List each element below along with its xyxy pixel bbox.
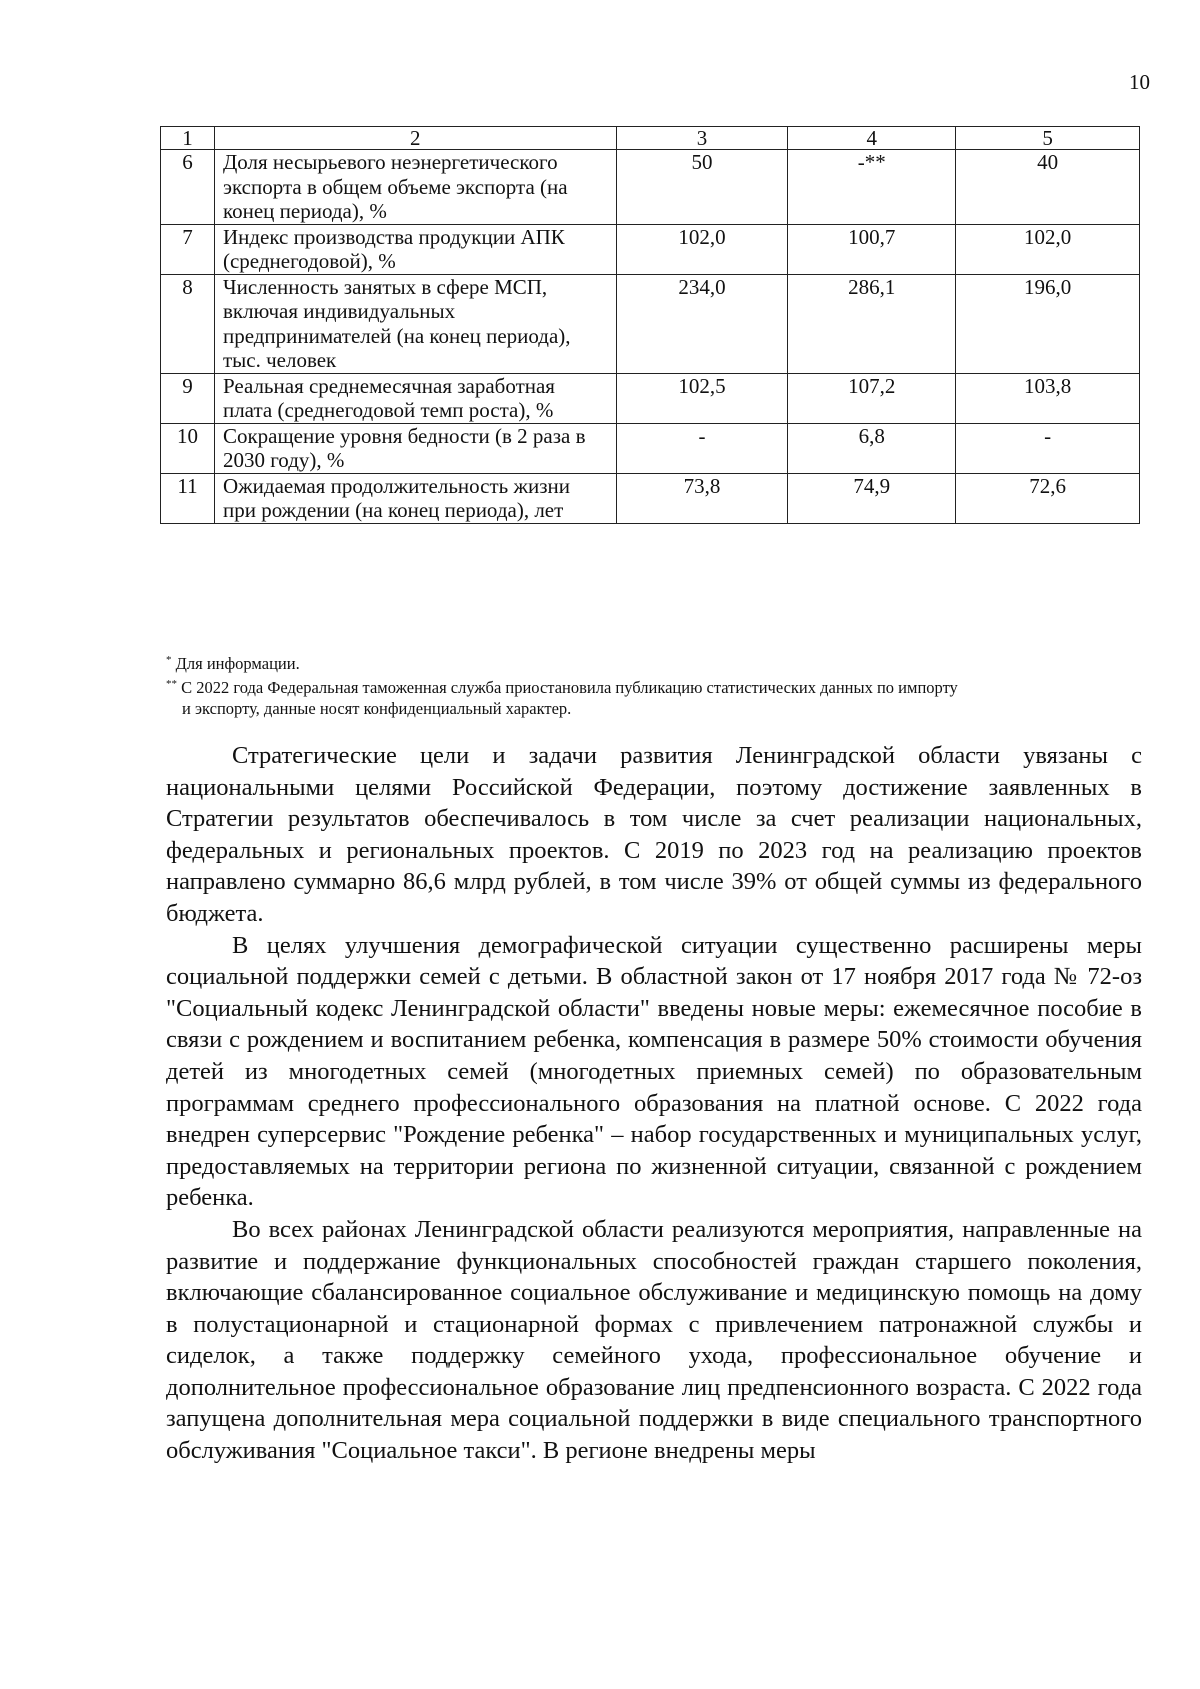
value-cell: 107,2 — [788, 373, 956, 423]
value-cell: 73,8 — [616, 473, 788, 523]
value-cell: 100,7 — [788, 224, 956, 274]
row-number: 6 — [161, 150, 215, 225]
footnote-text: Для информации. — [171, 654, 300, 673]
indicator-name: Доля несырьевого неэнергетического экспорта в общем объеме экспорта (на конец периода), % — [214, 150, 616, 225]
header-cell: 4 — [788, 127, 956, 150]
indicator-name: Индекс производства продукции АПК (среднегодовой), % — [214, 224, 616, 274]
row-number: 10 — [161, 423, 215, 473]
paragraph: В целях улучшения демографической ситуации существенно расширены меры социальной поддержки семей с детьми. В областной закон от 17 ноября 2017 года № 72-оз "Социальный кодекс Ленинградской области" введены новые меры: ежемесячное пособие в связи с рождением и воспитанием ребенка, компенсация в размере 50% стоимости обучения детей из многодетных семей (многодетных приемных семей) по образовательным программам среднего профессионального образования на платной основе. С 2022 года внедрен суперсервис "Рождение ребенка" – набор государственных и муниципальных услуг, предоставляемых на территории региона по жизненной ситуации, связанной с рождением ребенка. — [166, 931, 1142, 1212]
value-cell: 102,0 — [956, 224, 1140, 274]
table-row — [161, 423, 1140, 473]
header-cell: 3 — [616, 127, 788, 150]
table-row — [161, 473, 1140, 523]
value-cell: 6,8 — [788, 423, 956, 473]
value-cell: 102,5 — [616, 373, 788, 423]
value-cell: 103,8 — [956, 373, 1140, 423]
row-number: 9 — [161, 373, 215, 423]
value-cell: 74,9 — [788, 473, 956, 523]
value-cell: -** — [788, 150, 956, 225]
table-row — [161, 373, 1140, 423]
value-cell: - — [956, 423, 1140, 473]
table-header-row — [161, 127, 1140, 150]
indicators-table — [160, 126, 1140, 524]
table-row — [161, 224, 1140, 274]
footnote-1 — [166, 650, 1156, 674]
value-cell: 286,1 — [788, 274, 956, 373]
footnote-mark: ** — [166, 678, 177, 690]
footnote-text: С 2022 года Федеральная таможенная служба приостановила публикацию статистических данных по импорту — [177, 678, 958, 697]
body-text — [166, 740, 1142, 1467]
indicator-name: Численность занятых в сфере МСП, включая индивидуальных предпринимателей (на конец периода), тыс. человек — [214, 274, 616, 373]
header-cell: 2 — [214, 127, 616, 150]
value-cell: 102,0 — [616, 224, 788, 274]
footnote-2-continuation: и экспорту, данные носят конфиденциальный характер. — [182, 699, 572, 718]
value-cell: 72,6 — [956, 473, 1140, 523]
value-cell: 234,0 — [616, 274, 788, 373]
header-cell: 1 — [161, 127, 215, 150]
footnote-2 — [166, 674, 1156, 698]
header-cell: 5 — [956, 127, 1140, 150]
value-cell: 50 — [616, 150, 788, 225]
table-row — [161, 150, 1140, 225]
footnotes — [166, 650, 1156, 719]
row-number: 7 — [161, 224, 215, 274]
page-number: 10 — [1129, 70, 1150, 94]
table-row — [161, 274, 1140, 373]
indicator-name: Ожидаемая продолжительность жизни при рождении (на конец периода), лет — [214, 473, 616, 523]
value-cell: 196,0 — [956, 274, 1140, 373]
row-number: 11 — [161, 473, 215, 523]
value-cell: 40 — [956, 150, 1140, 225]
paragraph: Стратегические цели и задачи развития Ленинградской области увязаны с национальными целями Российской Федерации, поэтому достижение заявленных в Стратегии результатов обеспечивалось в том числе за счет реализации национальных, федеральных и региональных проектов. С 2019 по 2023 год на реализацию проектов направлено суммарно 86,6 млрд рублей, в том числе 39% от общей суммы из федерального бюджета. — [166, 742, 1142, 927]
footnote-mark: * — [166, 654, 172, 666]
value-cell: - — [616, 423, 788, 473]
indicator-name: Сокращение уровня бедности (в 2 раза в 2030 году), % — [214, 423, 616, 473]
row-number: 8 — [161, 274, 215, 373]
indicator-name: Реальная среднемесячная заработная плата (среднегодовой темп роста), % — [214, 373, 616, 423]
paragraph: Во всех районах Ленинградской области реализуются мероприятия, направленные на развитие и поддержание функциональных способностей граждан старшего поколения, включающие сбалансированное социальное обслуживание и медицинскую помощь на дому в полустационарной и стационарной формах с привлечением патронажной службы и сиделок, а также поддержку семейного ухода, профессиональное обучение и дополнительное профессиональное образование лиц предпенсионного возраста. С 2022 года запущена дополнительная мера социальной поддержки в виде специального транспортного обслуживания "Социальное такси". В регионе внедрены меры — [166, 1215, 1142, 1465]
